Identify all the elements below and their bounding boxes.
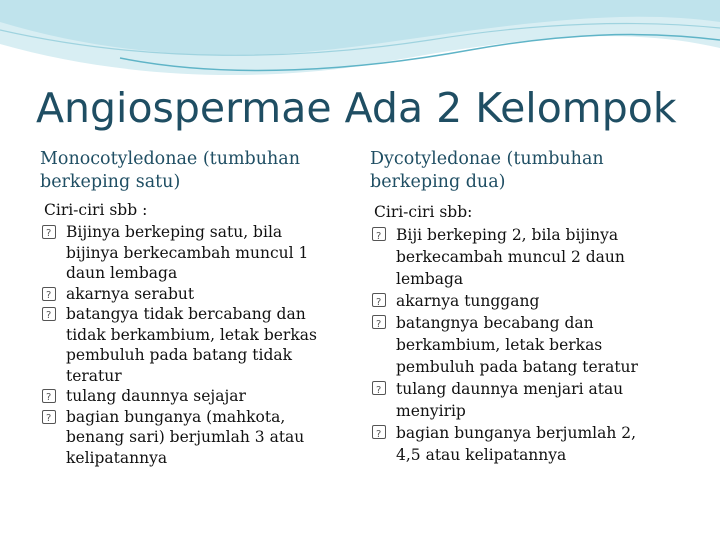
monocot-heading-line1: Monocotyledonae (tumbuhan <box>40 149 301 169</box>
missing-glyph-bullet-icon <box>372 227 386 241</box>
dicot-list <box>370 224 680 466</box>
missing-glyph-bullet-icon <box>42 307 56 321</box>
monocot-column <box>40 148 362 468</box>
list-item-line: teratur <box>66 366 122 385</box>
list-item-line: benang sari) berjumlah 3 atau <box>66 428 305 446</box>
list-item-line: berkecambah muncul 2 daun <box>396 248 625 266</box>
list-item-line: akarnya serabut <box>66 284 195 303</box>
list-item-line: Bijinya berkeping satu, bila <box>66 223 283 241</box>
dicot-column <box>370 148 680 466</box>
missing-glyph-bullet-icon <box>372 381 386 395</box>
monocot-heading-line2: berkeping satu) <box>40 172 181 192</box>
list-item <box>370 378 680 422</box>
list-item-line: 4,5 atau kelipatannya <box>396 446 567 464</box>
list-item-line: batangnya becabang dan <box>396 314 594 332</box>
missing-glyph-bullet-icon <box>372 293 386 307</box>
missing-glyph-bullet-icon <box>372 315 386 329</box>
list-item <box>40 222 362 284</box>
list-item-line: pembuluh pada batang teratur <box>396 358 638 376</box>
list-item <box>370 224 680 290</box>
monocot-intro: Ciri-ciri sbb : <box>44 201 148 219</box>
list-item-line: batangya tidak bercabang dan <box>66 305 306 323</box>
list-item-line: bagian bunganya (mahkota, <box>66 407 286 426</box>
dicot-intro: Ciri-ciri sbb: <box>374 203 473 221</box>
header-wave-decoration <box>0 0 720 85</box>
list-item-line: akarnya tunggang <box>396 292 540 310</box>
list-item-line: tulang daunnya sejajar <box>66 387 246 405</box>
list-item-line: bagian bunganya berjumlah 2, <box>396 424 637 442</box>
list-item-line: tidak berkambium, letak berkas <box>66 325 317 344</box>
list-item <box>40 386 362 407</box>
missing-glyph-bullet-icon <box>42 410 56 424</box>
list-item <box>370 312 680 378</box>
list-item-line: bijinya berkecambah muncul 1 <box>66 243 309 262</box>
list-item-line: daun lembaga <box>66 264 178 282</box>
list-item-line: kelipatannya <box>66 448 168 467</box>
list-item-line: pembuluh pada batang tidak <box>66 346 293 364</box>
list-item <box>370 422 680 466</box>
missing-glyph-bullet-icon <box>42 225 56 239</box>
missing-glyph-bullet-icon <box>42 389 56 403</box>
list-item <box>40 284 362 305</box>
missing-glyph-bullet-icon <box>42 287 56 301</box>
dicot-heading <box>370 148 680 194</box>
dicot-heading-line1: Dycotyledonae (tumbuhan <box>370 149 604 169</box>
list-item-line: tulang daunnya menjari atau <box>396 380 624 398</box>
dicot-heading-line2: berkeping dua) <box>370 172 506 192</box>
list-item-line: menyirip <box>396 402 466 420</box>
list-item-line: berkambium, letak berkas <box>396 336 603 354</box>
missing-glyph-bullet-icon <box>372 425 386 439</box>
list-item-line: Biji berkeping 2, bila bijinya <box>396 226 619 244</box>
list-item <box>40 407 362 469</box>
list-item-line: lembaga <box>396 270 464 288</box>
list-item <box>40 304 362 386</box>
monocot-list <box>40 222 362 468</box>
slide-title: Angiospermae Ada 2 Kelompok <box>36 84 677 132</box>
list-item <box>370 290 680 312</box>
monocot-heading <box>40 148 362 194</box>
